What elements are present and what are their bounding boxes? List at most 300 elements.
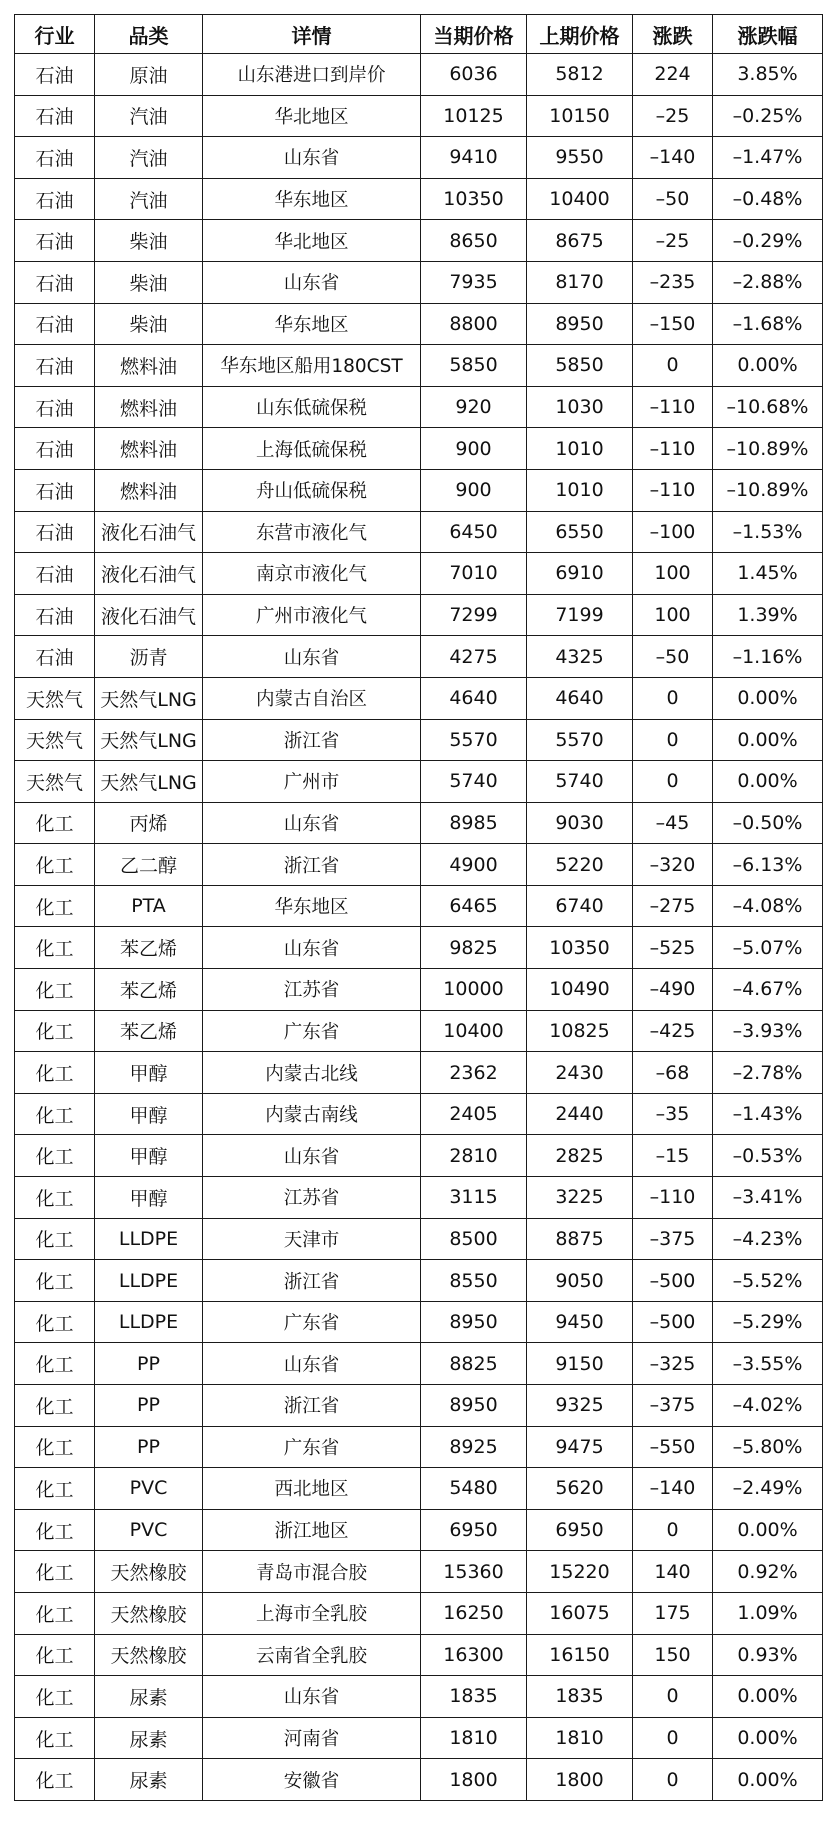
- cell-current-price: 4900: [421, 844, 527, 886]
- cell-detail: 浙江省: [203, 1260, 421, 1302]
- cell-category: 燃料油: [95, 345, 203, 387]
- cell-industry: 化工: [15, 1592, 95, 1634]
- table-row: [15, 1177, 823, 1219]
- cell-industry: 天然气: [15, 677, 95, 719]
- cell-detail: 山东省: [203, 927, 421, 969]
- table-row: [15, 303, 823, 345]
- table-row: [15, 386, 823, 428]
- cell-previous-price: 10400: [527, 178, 633, 220]
- cell-detail: 舟山低硫保税: [203, 469, 421, 511]
- cell-industry: 化工: [15, 1717, 95, 1759]
- cell-change-pct: –0.48%: [713, 178, 823, 220]
- table-row: [15, 1260, 823, 1302]
- cell-change: –325: [633, 1343, 713, 1385]
- cell-industry: 石油: [15, 220, 95, 262]
- cell-current-price: 2362: [421, 1052, 527, 1094]
- cell-change-pct: –0.53%: [713, 1135, 823, 1177]
- cell-industry: 化工: [15, 1218, 95, 1260]
- cell-previous-price: 6550: [527, 511, 633, 553]
- cell-change-pct: 0.00%: [713, 345, 823, 387]
- cell-detail: 内蒙古自治区: [203, 677, 421, 719]
- cell-change: –25: [633, 220, 713, 262]
- cell-change: 0: [633, 345, 713, 387]
- table-row: [15, 1759, 823, 1801]
- cell-previous-price: 1010: [527, 428, 633, 470]
- cell-current-price: 5570: [421, 719, 527, 761]
- cell-change-pct: –2.49%: [713, 1468, 823, 1510]
- cell-previous-price: 1810: [527, 1717, 633, 1759]
- cell-current-price: 1800: [421, 1759, 527, 1801]
- table-row: [15, 969, 823, 1011]
- cell-industry: 化工: [15, 1260, 95, 1302]
- cell-change: 0: [633, 761, 713, 803]
- cell-previous-price: 1800: [527, 1759, 633, 1801]
- cell-detail: 广州市: [203, 761, 421, 803]
- table-row: [15, 261, 823, 303]
- cell-industry: 石油: [15, 54, 95, 96]
- cell-previous-price: 5740: [527, 761, 633, 803]
- table-row: [15, 1551, 823, 1593]
- cell-change: 0: [633, 1717, 713, 1759]
- cell-change: –110: [633, 428, 713, 470]
- cell-change: 0: [633, 719, 713, 761]
- table-row: [15, 137, 823, 179]
- cell-category: 天然橡胶: [95, 1551, 203, 1593]
- cell-category: 天然橡胶: [95, 1592, 203, 1634]
- cell-detail: 上海低硫保税: [203, 428, 421, 470]
- cell-detail: 华东地区船用180CST: [203, 345, 421, 387]
- cell-current-price: 9825: [421, 927, 527, 969]
- cell-change-pct: –0.50%: [713, 802, 823, 844]
- cell-change-pct: –6.13%: [713, 844, 823, 886]
- table-row: [15, 1301, 823, 1343]
- table-body: [15, 54, 823, 1801]
- cell-current-price: 8985: [421, 802, 527, 844]
- cell-change: –110: [633, 469, 713, 511]
- cell-previous-price: 9325: [527, 1385, 633, 1427]
- cell-detail: 山东省: [203, 1676, 421, 1718]
- cell-change-pct: –10.89%: [713, 469, 823, 511]
- cell-change-pct: 0.00%: [713, 1676, 823, 1718]
- cell-category: 丙烯: [95, 802, 203, 844]
- cell-detail: 江苏省: [203, 1177, 421, 1219]
- cell-previous-price: 6740: [527, 885, 633, 927]
- cell-previous-price: 10150: [527, 95, 633, 137]
- table-row: [15, 594, 823, 636]
- cell-current-price: 8950: [421, 1301, 527, 1343]
- cell-change-pct: –1.43%: [713, 1093, 823, 1135]
- cell-current-price: 2405: [421, 1093, 527, 1135]
- header-industry: 行业: [15, 15, 95, 54]
- cell-industry: 化工: [15, 1301, 95, 1343]
- cell-industry: 化工: [15, 927, 95, 969]
- cell-change: –68: [633, 1052, 713, 1094]
- cell-detail: 山东省: [203, 802, 421, 844]
- cell-previous-price: 10350: [527, 927, 633, 969]
- cell-industry: 化工: [15, 1634, 95, 1676]
- table-row: [15, 885, 823, 927]
- cell-industry: 化工: [15, 1177, 95, 1219]
- cell-current-price: 10400: [421, 1010, 527, 1052]
- cell-category: 尿素: [95, 1717, 203, 1759]
- table-container: [14, 14, 822, 1801]
- header-category: 品类: [95, 15, 203, 54]
- cell-change: –525: [633, 927, 713, 969]
- cell-category: 苯乙烯: [95, 927, 203, 969]
- cell-change: –490: [633, 969, 713, 1011]
- cell-industry: 化工: [15, 1052, 95, 1094]
- cell-detail: 东营市液化气: [203, 511, 421, 553]
- cell-current-price: 8925: [421, 1426, 527, 1468]
- cell-previous-price: 1835: [527, 1676, 633, 1718]
- cell-industry: 石油: [15, 594, 95, 636]
- cell-previous-price: 8875: [527, 1218, 633, 1260]
- table-row: [15, 844, 823, 886]
- cell-detail: 浙江省: [203, 719, 421, 761]
- cell-detail: 西北地区: [203, 1468, 421, 1510]
- cell-detail: 南京市液化气: [203, 553, 421, 595]
- cell-change-pct: –5.07%: [713, 927, 823, 969]
- cell-detail: 华东地区: [203, 303, 421, 345]
- cell-change: –425: [633, 1010, 713, 1052]
- cell-detail: 内蒙古南线: [203, 1093, 421, 1135]
- cell-category: PTA: [95, 885, 203, 927]
- cell-industry: 化工: [15, 1093, 95, 1135]
- cell-detail: 内蒙古北线: [203, 1052, 421, 1094]
- cell-change: –375: [633, 1385, 713, 1427]
- cell-change: –320: [633, 844, 713, 886]
- cell-change-pct: 0.00%: [713, 761, 823, 803]
- table-row: [15, 802, 823, 844]
- cell-detail: 山东低硫保税: [203, 386, 421, 428]
- cell-industry: 化工: [15, 1759, 95, 1801]
- cell-previous-price: 9030: [527, 802, 633, 844]
- cell-current-price: 8825: [421, 1343, 527, 1385]
- cell-change-pct: –2.88%: [713, 261, 823, 303]
- cell-current-price: 7935: [421, 261, 527, 303]
- cell-change: –25: [633, 95, 713, 137]
- cell-detail: 山东省: [203, 1343, 421, 1385]
- cell-category: 甲醇: [95, 1135, 203, 1177]
- cell-change-pct: –5.52%: [713, 1260, 823, 1302]
- cell-current-price: 10350: [421, 178, 527, 220]
- cell-category: 尿素: [95, 1759, 203, 1801]
- cell-change-pct: 0.93%: [713, 1634, 823, 1676]
- cell-change-pct: 3.85%: [713, 54, 823, 96]
- cell-change: –100: [633, 511, 713, 553]
- header-current-price: 当期价格: [421, 15, 527, 54]
- cell-industry: 石油: [15, 428, 95, 470]
- cell-detail: 广东省: [203, 1301, 421, 1343]
- cell-previous-price: 6950: [527, 1509, 633, 1551]
- cell-industry: 石油: [15, 345, 95, 387]
- cell-change-pct: 0.00%: [713, 1717, 823, 1759]
- cell-category: 柴油: [95, 261, 203, 303]
- cell-change-pct: –3.93%: [713, 1010, 823, 1052]
- cell-current-price: 8650: [421, 220, 527, 262]
- cell-category: 天然橡胶: [95, 1634, 203, 1676]
- cell-change: 0: [633, 1676, 713, 1718]
- cell-current-price: 1810: [421, 1717, 527, 1759]
- table-row: [15, 1218, 823, 1260]
- cell-change: –500: [633, 1260, 713, 1302]
- cell-industry: 石油: [15, 636, 95, 678]
- table-row: [15, 428, 823, 470]
- table-row: [15, 1135, 823, 1177]
- cell-industry: 化工: [15, 1385, 95, 1427]
- cell-category: 甲醇: [95, 1052, 203, 1094]
- cell-detail: 上海市全乳胶: [203, 1592, 421, 1634]
- cell-change-pct: 1.39%: [713, 594, 823, 636]
- cell-industry: 化工: [15, 844, 95, 886]
- cell-previous-price: 1010: [527, 469, 633, 511]
- cell-previous-price: 15220: [527, 1551, 633, 1593]
- cell-change: –375: [633, 1218, 713, 1260]
- cell-change-pct: –0.29%: [713, 220, 823, 262]
- cell-change: 224: [633, 54, 713, 96]
- header-change: 涨跌: [633, 15, 713, 54]
- cell-industry: 石油: [15, 261, 95, 303]
- cell-category: 苯乙烯: [95, 1010, 203, 1052]
- cell-current-price: 6450: [421, 511, 527, 553]
- table-row: [15, 677, 823, 719]
- cell-industry: 化工: [15, 1135, 95, 1177]
- cell-current-price: 16250: [421, 1592, 527, 1634]
- table-row: [15, 54, 823, 96]
- cell-previous-price: 2825: [527, 1135, 633, 1177]
- cell-change: 0: [633, 1509, 713, 1551]
- cell-previous-price: 9475: [527, 1426, 633, 1468]
- cell-change-pct: –5.80%: [713, 1426, 823, 1468]
- cell-previous-price: 4640: [527, 677, 633, 719]
- cell-category: 天然气LNG: [95, 719, 203, 761]
- table-row: [15, 95, 823, 137]
- table-row: [15, 1093, 823, 1135]
- cell-change: –15: [633, 1135, 713, 1177]
- cell-current-price: 920: [421, 386, 527, 428]
- cell-change-pct: –4.23%: [713, 1218, 823, 1260]
- cell-previous-price: 9050: [527, 1260, 633, 1302]
- table-row: [15, 1385, 823, 1427]
- cell-industry: 石油: [15, 178, 95, 220]
- cell-category: 柴油: [95, 220, 203, 262]
- cell-change: –50: [633, 636, 713, 678]
- cell-detail: 云南省全乳胶: [203, 1634, 421, 1676]
- cell-category: 液化石油气: [95, 511, 203, 553]
- cell-category: 乙二醇: [95, 844, 203, 886]
- cell-category: 汽油: [95, 95, 203, 137]
- table-row: [15, 1634, 823, 1676]
- cell-industry: 化工: [15, 1551, 95, 1593]
- cell-industry: 石油: [15, 386, 95, 428]
- cell-current-price: 5740: [421, 761, 527, 803]
- table-row: [15, 1426, 823, 1468]
- cell-change-pct: –1.53%: [713, 511, 823, 553]
- cell-industry: 化工: [15, 802, 95, 844]
- cell-current-price: 8550: [421, 1260, 527, 1302]
- cell-industry: 石油: [15, 511, 95, 553]
- cell-category: 尿素: [95, 1676, 203, 1718]
- cell-change: –110: [633, 386, 713, 428]
- cell-current-price: 4640: [421, 677, 527, 719]
- cell-current-price: 3115: [421, 1177, 527, 1219]
- cell-change: –500: [633, 1301, 713, 1343]
- cell-change: 100: [633, 553, 713, 595]
- cell-change-pct: 0.00%: [713, 677, 823, 719]
- cell-change: 140: [633, 1551, 713, 1593]
- table-row: [15, 927, 823, 969]
- cell-change: 0: [633, 677, 713, 719]
- cell-current-price: 16300: [421, 1634, 527, 1676]
- cell-previous-price: 9150: [527, 1343, 633, 1385]
- table-row: [15, 1509, 823, 1551]
- cell-industry: 天然气: [15, 761, 95, 803]
- cell-category: PP: [95, 1385, 203, 1427]
- cell-detail: 安徽省: [203, 1759, 421, 1801]
- cell-change: –550: [633, 1426, 713, 1468]
- cell-change: 150: [633, 1634, 713, 1676]
- cell-detail: 广东省: [203, 1010, 421, 1052]
- cell-current-price: 1835: [421, 1676, 527, 1718]
- cell-current-price: 5850: [421, 345, 527, 387]
- cell-previous-price: 5620: [527, 1468, 633, 1510]
- cell-change: –275: [633, 885, 713, 927]
- cell-industry: 石油: [15, 303, 95, 345]
- cell-previous-price: 5812: [527, 54, 633, 96]
- cell-previous-price: 5570: [527, 719, 633, 761]
- cell-industry: 石油: [15, 95, 95, 137]
- cell-industry: 天然气: [15, 719, 95, 761]
- cell-change-pct: –1.68%: [713, 303, 823, 345]
- cell-detail: 河南省: [203, 1717, 421, 1759]
- cell-change: 100: [633, 594, 713, 636]
- cell-change: –140: [633, 137, 713, 179]
- cell-category: 天然气LNG: [95, 761, 203, 803]
- cell-previous-price: 3225: [527, 1177, 633, 1219]
- cell-detail: 山东省: [203, 261, 421, 303]
- cell-category: PVC: [95, 1468, 203, 1510]
- cell-previous-price: 4325: [527, 636, 633, 678]
- header-row: [15, 15, 823, 54]
- cell-previous-price: 10825: [527, 1010, 633, 1052]
- cell-previous-price: 8675: [527, 220, 633, 262]
- cell-current-price: 900: [421, 428, 527, 470]
- cell-detail: 浙江地区: [203, 1509, 421, 1551]
- cell-current-price: 5480: [421, 1468, 527, 1510]
- cell-change-pct: –1.47%: [713, 137, 823, 179]
- table-row: [15, 178, 823, 220]
- cell-category: 甲醇: [95, 1093, 203, 1135]
- cell-change-pct: –2.78%: [713, 1052, 823, 1094]
- cell-previous-price: 5220: [527, 844, 633, 886]
- cell-industry: 化工: [15, 969, 95, 1011]
- cell-detail: 山东省: [203, 137, 421, 179]
- cell-detail: 山东省: [203, 1135, 421, 1177]
- cell-change: –150: [633, 303, 713, 345]
- cell-change-pct: –3.41%: [713, 1177, 823, 1219]
- cell-change-pct: –10.68%: [713, 386, 823, 428]
- cell-category: PVC: [95, 1509, 203, 1551]
- cell-detail: 江苏省: [203, 969, 421, 1011]
- cell-category: 天然气LNG: [95, 677, 203, 719]
- cell-current-price: 6036: [421, 54, 527, 96]
- cell-change-pct: 0.00%: [713, 1509, 823, 1551]
- cell-category: LLDPE: [95, 1218, 203, 1260]
- cell-current-price: 900: [421, 469, 527, 511]
- cell-category: PP: [95, 1426, 203, 1468]
- cell-category: 原油: [95, 54, 203, 96]
- table-row: [15, 469, 823, 511]
- cell-change: 0: [633, 1759, 713, 1801]
- cell-previous-price: 8170: [527, 261, 633, 303]
- cell-previous-price: 5850: [527, 345, 633, 387]
- cell-previous-price: 6910: [527, 553, 633, 595]
- table-row: [15, 1052, 823, 1094]
- cell-change-pct: –5.29%: [713, 1301, 823, 1343]
- cell-detail: 天津市: [203, 1218, 421, 1260]
- cell-industry: 化工: [15, 1010, 95, 1052]
- table-row: [15, 636, 823, 678]
- cell-change-pct: 1.09%: [713, 1592, 823, 1634]
- table-row: [15, 1592, 823, 1634]
- cell-previous-price: 8950: [527, 303, 633, 345]
- cell-current-price: 6950: [421, 1509, 527, 1551]
- cell-change-pct: –3.55%: [713, 1343, 823, 1385]
- cell-current-price: 10125: [421, 95, 527, 137]
- cell-detail: 青岛市混合胶: [203, 1551, 421, 1593]
- cell-previous-price: 2440: [527, 1093, 633, 1135]
- cell-change-pct: 1.45%: [713, 553, 823, 595]
- cell-detail: 广东省: [203, 1426, 421, 1468]
- table-row: [15, 1343, 823, 1385]
- cell-industry: 化工: [15, 1426, 95, 1468]
- cell-change-pct: 0.00%: [713, 1759, 823, 1801]
- cell-current-price: 2810: [421, 1135, 527, 1177]
- cell-change-pct: –0.25%: [713, 95, 823, 137]
- table-row: [15, 553, 823, 595]
- cell-previous-price: 10490: [527, 969, 633, 1011]
- cell-change: –45: [633, 802, 713, 844]
- table-row: [15, 345, 823, 387]
- cell-industry: 化工: [15, 1468, 95, 1510]
- cell-category: 液化石油气: [95, 594, 203, 636]
- table-row: [15, 1468, 823, 1510]
- cell-category: PP: [95, 1343, 203, 1385]
- cell-industry: 化工: [15, 1676, 95, 1718]
- cell-change-pct: 0.00%: [713, 719, 823, 761]
- cell-industry: 石油: [15, 553, 95, 595]
- cell-current-price: 7299: [421, 594, 527, 636]
- table-row: [15, 511, 823, 553]
- cell-previous-price: 9450: [527, 1301, 633, 1343]
- cell-category: 沥青: [95, 636, 203, 678]
- cell-change: –110: [633, 1177, 713, 1219]
- cell-category: 柴油: [95, 303, 203, 345]
- cell-detail: 华北地区: [203, 220, 421, 262]
- cell-current-price: 15360: [421, 1551, 527, 1593]
- cell-detail: 华北地区: [203, 95, 421, 137]
- header-change-pct: 涨跌幅: [713, 15, 823, 54]
- cell-previous-price: 2430: [527, 1052, 633, 1094]
- cell-change: 175: [633, 1592, 713, 1634]
- cell-industry: 石油: [15, 469, 95, 511]
- cell-change-pct: –10.89%: [713, 428, 823, 470]
- cell-category: 汽油: [95, 137, 203, 179]
- cell-category: LLDPE: [95, 1260, 203, 1302]
- cell-current-price: 10000: [421, 969, 527, 1011]
- cell-previous-price: 1030: [527, 386, 633, 428]
- cell-industry: 石油: [15, 137, 95, 179]
